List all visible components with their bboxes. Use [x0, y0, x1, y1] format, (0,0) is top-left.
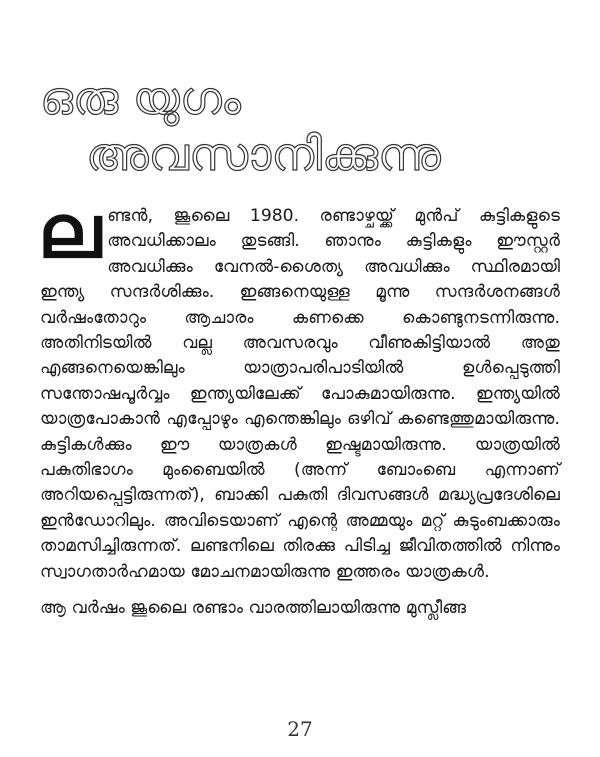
drop-cap: ല — [38, 189, 102, 275]
paragraph-1 — [38, 189, 560, 585]
page-number: 27 — [287, 717, 313, 741]
paragraph-2 — [40, 596, 560, 621]
paragraph-2-text: ആ വർഷം ജൂലൈ രണ്ടാം വാരത്തിലായിരുന്നു മുസ്ലീങ്ങ — [40, 598, 467, 619]
body-text — [38, 189, 560, 622]
chapter-title-line-2: അവസാനിക്കുന്നു — [86, 127, 441, 181]
chapter-title-line-1: ഒരു യുഗം — [40, 71, 241, 125]
chapter-title — [40, 70, 560, 182]
paragraph-1-text: ണ്ടൻ, ജൂലൈ 1980. രണ്ടാഴ്ചയ്ക്ക് മുൻപ് കുട്ടികളുടെ അവധിക്കാലം തുടങ്ങി. ഞാനും കുട്ടികളും ഈസ്റ്റർ അവധിക്കും വേനൽ-ശൈത്യ അവധിക്കും സ്ഥിരമായി ഇന്ത്യ സന്ദർശിക്കും. ഇങ്ങനെയുള്ള മൂന്നു സന്ദർശനങ്ങൾ വർഷംതോറും ആചാരം കണക്കെ കൊണ്ടുനടന്നിരുന്നു. അതിനിടയിൽ വല്ല അവസരവും വീണുകിട്ടിയാൽ അതു എങ്ങനെയെങ്കിലും യാത്രാപരിപാടിയിൽ ഉൾപ്പെടുത്തി സന്തോഷപൂർവ്വം ഇന്ത്യയിലേക്ക് പോകുമായിരുന്നു. ഇന്ത്യയിൽ യാത്രപോകാൻ എപ്പോഴും എന്തെങ്കിലും ഒഴിവ് കണ്ടെത്തുമായിരുന്നു. കുട്ടികൾക്കും ഈ യാത്രകൾ ഇഷ്ടമായിരുന്നു. യാത്രയിൽ പകുതിഭാഗം മുംബൈയിൽ (അന്ന് ബോംബെ എന്നാണ് അറിയപ്പെട്ടിരുന്നത്), ബാക്കി പകുതി ദിവസങ്ങൾ മദ്ധ്യപ്രദേശിലെ ഇൻഡോറിലും. അവിടെയാണ് എന്റെ അമ്മയും മറ്റ് കുടുംബക്കാരും താമസിച്ചിരുന്നത്. ലണ്ടനിലെ തിരക്കു പിടിച്ച ജീവിതത്തിൽ നിന്നും സ്വാഗതാർഹമായ മോചനമായിരുന്നു ഇത്തരം യാത്രകൾ. — [40, 206, 560, 582]
